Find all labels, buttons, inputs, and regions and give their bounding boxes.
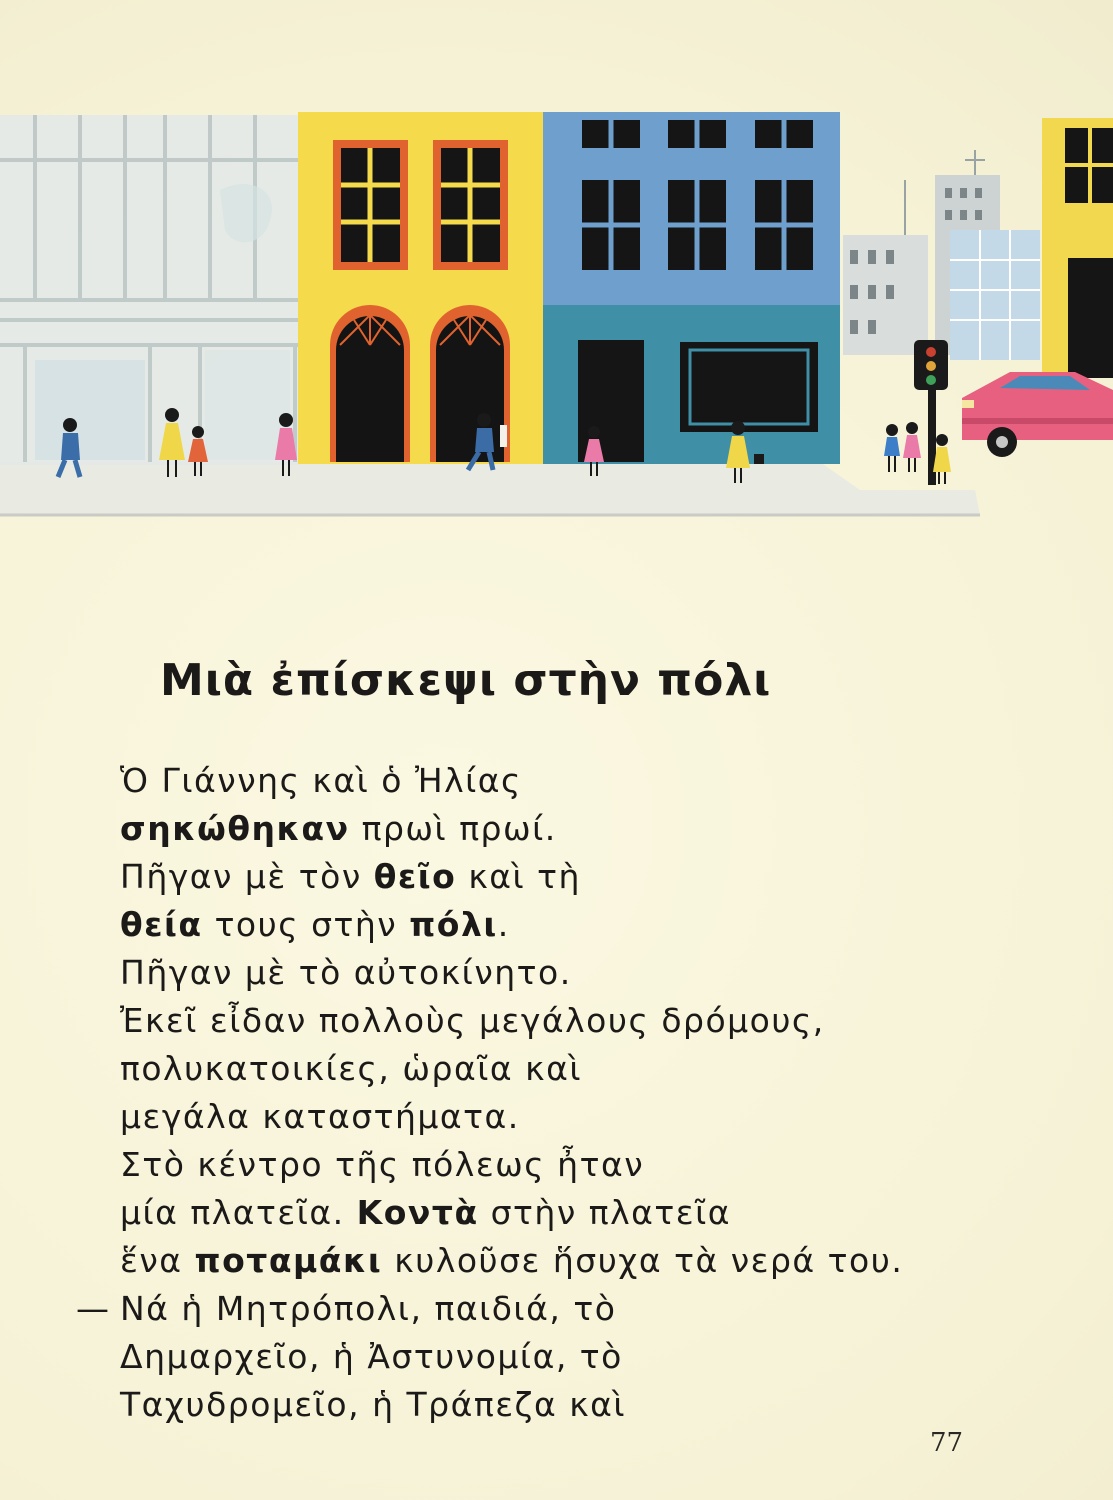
text-segment: Νά ἡ Μητρόπολι, παιδιά, τὸ: [120, 1289, 617, 1328]
text-segment: Δημαρχεῖο, ἡ Ἀστυνομία, τὸ: [120, 1337, 623, 1376]
text-segment: μία πλατεῖα.: [120, 1193, 357, 1232]
car-icon: [962, 372, 1113, 457]
blue-building: [543, 112, 840, 464]
yellow-building: [298, 112, 543, 464]
text-segment: τους στὴν: [202, 905, 410, 944]
vocabulary-word: ποταμάκι: [194, 1241, 383, 1280]
text-segment: Πῆγαν μὲ τὸν: [120, 857, 374, 896]
text-line: [120, 1141, 1050, 1189]
text-segment: καὶ τὴ: [456, 857, 581, 896]
text-segment: Πῆγαν μὲ τὸ αὐτοκίνητο.: [120, 953, 572, 992]
text-segment: Ὁ Γιάννης καὶ ὁ Ἠλίας: [120, 761, 522, 800]
dialogue-dash: —: [76, 1289, 111, 1328]
vocabulary-word: θεία: [120, 905, 203, 944]
text-line: [120, 1381, 1050, 1429]
lesson-title: Μιὰ ἐπίσκεψι στὴν πόλι: [160, 655, 772, 706]
text-segment: πολυκατοικίες, ὡραῖα καὶ: [120, 1049, 583, 1088]
glass-building: [0, 115, 300, 465]
reading-text: [76, 757, 1050, 1429]
text-segment: Ἐκεῖ εἶδαν πολλοὺς μεγάλους δρόμους,: [120, 1001, 825, 1040]
text-segment: .: [497, 905, 510, 944]
text-line: [120, 949, 1050, 997]
vocabulary-word: θεῖο: [373, 857, 457, 896]
text-segment: στὴν πλατεῖα: [478, 1193, 732, 1232]
vocabulary-word: σηκώθηκαν: [120, 809, 350, 848]
vocabulary-word: Κοντὰ: [356, 1193, 479, 1232]
text-line: [120, 805, 1050, 853]
street-scene-illustration: [0, 0, 1113, 560]
text-line: [120, 1045, 1050, 1093]
person-icon: [884, 424, 900, 472]
text-segment: Ταχυδρομεῖο, ἡ Τράπεζα καὶ: [120, 1385, 627, 1424]
text-line: [120, 997, 1050, 1045]
text-line: [120, 1333, 1050, 1381]
text-segment: Στὸ κέντρο τῆς πόλεως ἦταν: [120, 1145, 645, 1184]
text-line: [120, 1093, 1050, 1141]
text-line: [120, 901, 1050, 949]
page-number: 77: [930, 1428, 964, 1458]
text-line: [120, 757, 1050, 805]
text-line: [76, 1285, 1050, 1333]
right-building: [1042, 118, 1113, 378]
text-line: [120, 853, 1050, 901]
text-line: [120, 1189, 1050, 1237]
text-segment: μεγάλα καταστήματα.: [120, 1097, 520, 1136]
background-buildings: [843, 150, 1040, 360]
text-line: [120, 1237, 1050, 1285]
sidewalk: [0, 462, 980, 515]
text-segment: κυλοῦσε ἥσυχα τὰ νερά του.: [382, 1241, 904, 1280]
vocabulary-word: πόλι: [409, 905, 498, 944]
text-segment: ἕνα: [120, 1241, 195, 1280]
text-segment: πρωὶ πρωί.: [349, 809, 557, 848]
person-icon: [903, 422, 921, 472]
